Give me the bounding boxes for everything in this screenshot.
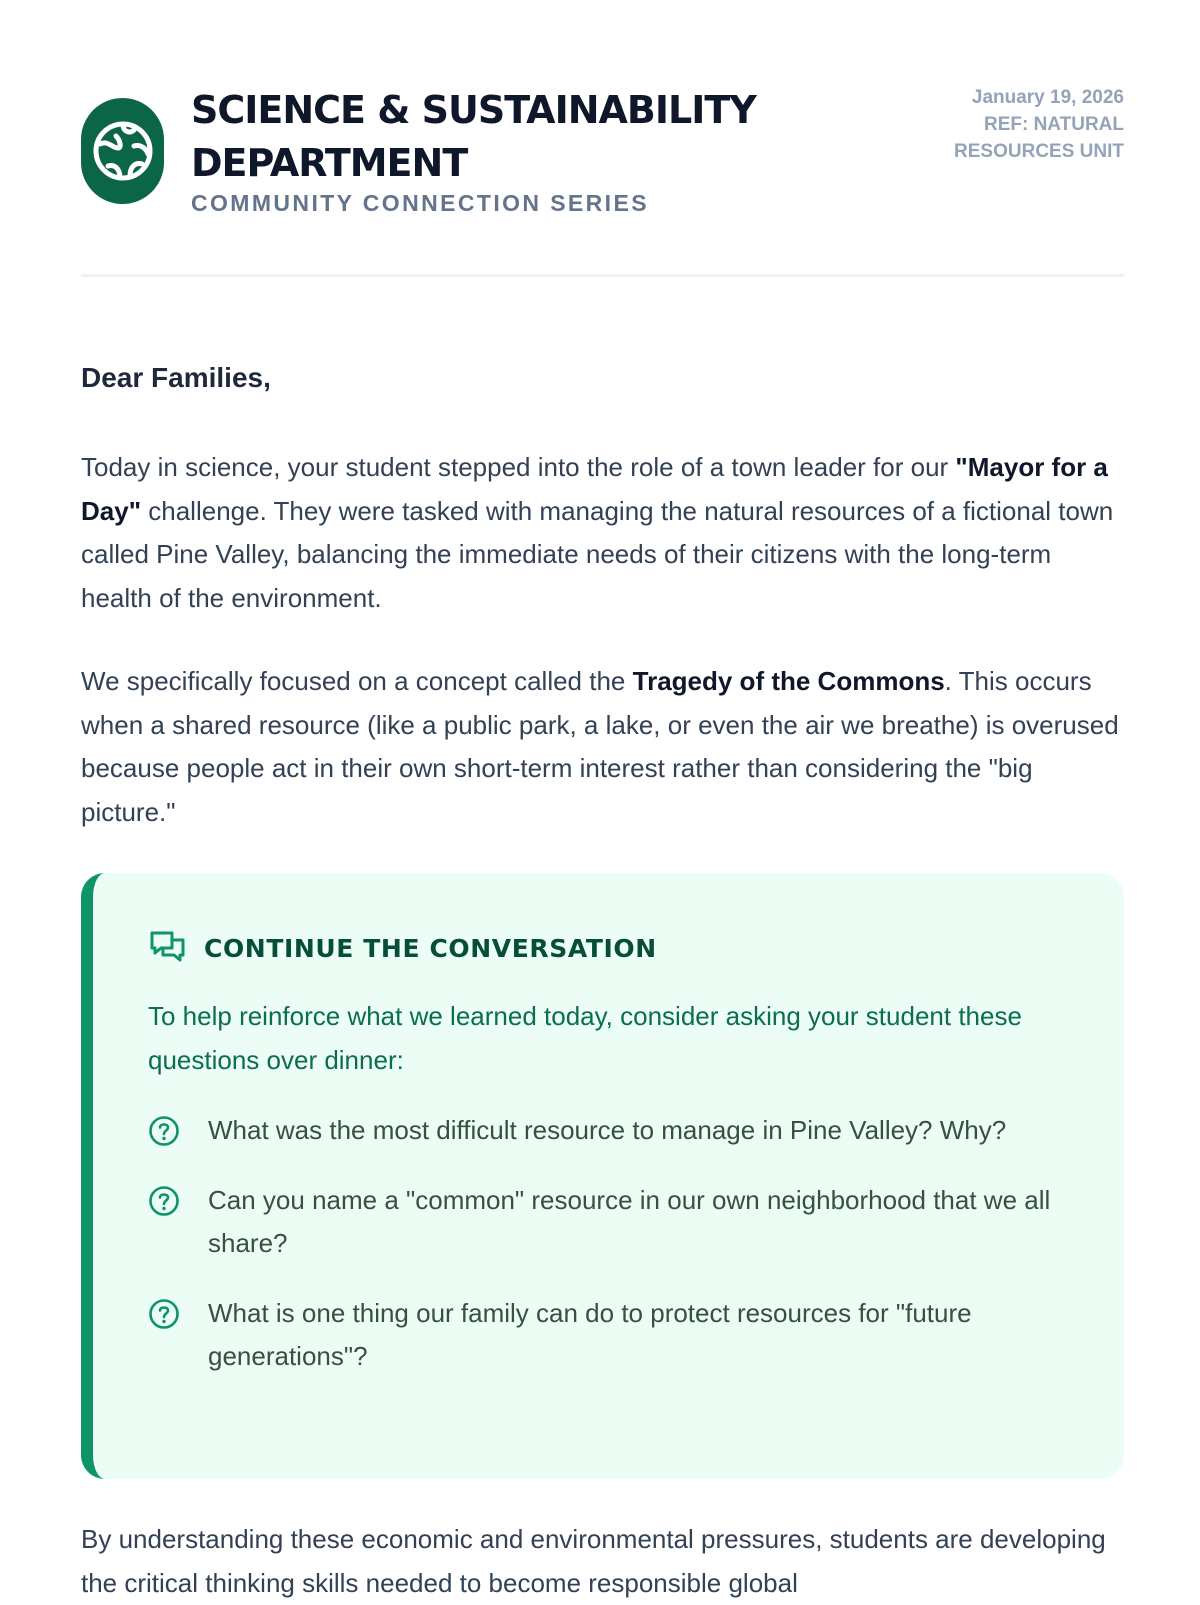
letterhead — [81, 84, 1124, 224]
intro-text-b: challenge. They were tasked with managing the natural resources of a fictional town called Pine Valley, balancing the immediate needs of their citizens with the long-term health of the environment. — [81, 495, 1114, 613]
concept-term: Tragedy of the Commons — [632, 666, 945, 696]
department-title — [191, 84, 756, 190]
question-item — [148, 1179, 1068, 1266]
question-item — [148, 1292, 1068, 1379]
chat-bubbles-icon — [148, 928, 188, 968]
series-subtitle: COMMUNITY CONNECTION SERIES — [191, 190, 649, 216]
intro-text-a: Today in science, your student stepped into the role of a town leader for our — [81, 452, 956, 482]
closing-paragraph: By understanding these economic and environmental pressures, students are developing the critical thinking skills needed to become responsible global — [81, 1524, 1106, 1598]
header-divider — [81, 274, 1124, 277]
intro-paragraph — [81, 446, 1124, 620]
ref-line-1: REF: NATURAL — [983, 114, 1124, 135]
greeting: Dear Families, — [81, 362, 271, 393]
letter-meta — [884, 84, 1124, 165]
question-circle-icon — [148, 1185, 180, 1217]
title-line-2: DEPARTMENT — [191, 141, 468, 185]
title-line-1: SCIENCE & SUSTAINABILITY — [191, 88, 756, 132]
callout-header — [148, 927, 657, 969]
question-text: What was the most difficult resource to manage in Pine Valley? Why? — [208, 1115, 1007, 1145]
question-circle-icon — [148, 1298, 180, 1330]
concept-paragraph — [81, 660, 1124, 834]
question-item — [148, 1109, 1068, 1153]
question-text: Can you name a "common" resource in our own neighborhood that we all share? — [208, 1184, 1051, 1258]
ref-line-2: RESOURCES UNIT — [954, 141, 1124, 162]
callout-title: CONTINUE THE CONVERSATION — [204, 933, 657, 963]
concept-text-b: . This occurs when a shared resource (like a public park, a lake, or even the air we breathe) is overused because people act in their own short-term interest rather than considering the "big picture." — [81, 666, 1119, 827]
question-list — [148, 1109, 1068, 1405]
challenge-name: "Mayor for a Day" — [81, 452, 1108, 526]
question-text: What is one thing our family can do to protect resources for "future generations"? — [208, 1297, 972, 1371]
letter-date: January 19, 2026 — [971, 87, 1124, 108]
question-circle-icon — [148, 1115, 180, 1147]
conversation-callout — [81, 873, 1124, 1479]
concept-text-a: We specifically focused on a concept called the — [81, 666, 633, 696]
department-logo — [81, 98, 164, 204]
globe-icon — [90, 118, 156, 184]
callout-intro: To help reinforce what we learned today, consider asking your student these questions over dinner: — [148, 1001, 1022, 1075]
